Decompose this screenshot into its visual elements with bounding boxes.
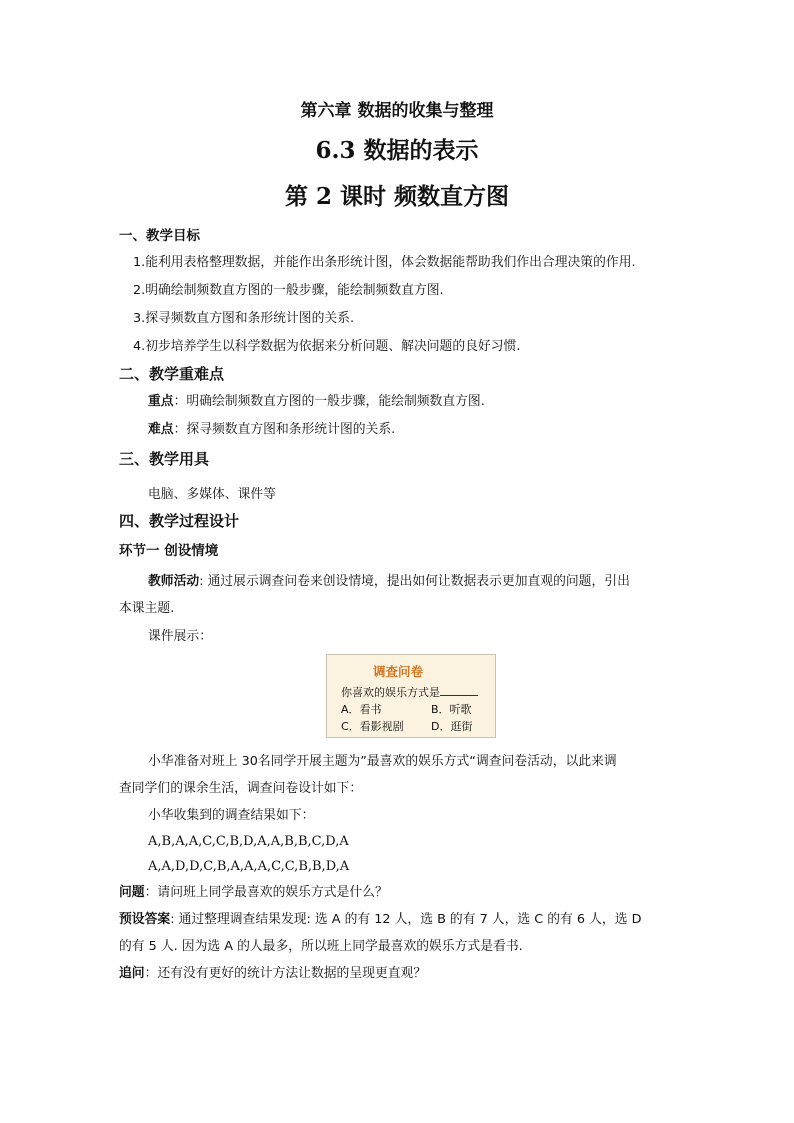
- section-title: 6.3 数据的表示: [315, 137, 479, 164]
- heading-tools: 三、教学用具: [119, 450, 210, 468]
- preset-answer: [119, 911, 641, 929]
- heading-key-points: 二、教学重难点: [119, 365, 225, 383]
- teacher-activity: [148, 573, 630, 591]
- step-one-heading: 环节一 创设情境: [119, 543, 219, 559]
- difficult-point-text: ：探寻频数直方图和条形统计图的关系.: [173, 422, 396, 437]
- paragraph: 小华准备对班上 30名同学开展主题为”最喜欢的娱乐方式“调查问卷活动，以此来调: [148, 754, 617, 769]
- answer-blank: [440, 684, 478, 696]
- objective-item: 2.明确绘制频数直方图的一般步骤，能绘制频数直方图.: [133, 283, 444, 298]
- courseware-show: 课件展示：: [148, 629, 212, 644]
- survey-title: 调查问卷: [373, 664, 424, 679]
- preset-answer-text: : 通过整理调查结果发现: 选 A 的有 12 人，选 B 的有 7 人，选 C 的有 6 人，选 D: [170, 912, 642, 927]
- question-label: 问题: [119, 885, 145, 900]
- difficult-point-label: 难点: [148, 422, 174, 437]
- key-point-label: 重点: [148, 394, 174, 409]
- option-b: B．听歌: [431, 703, 472, 716]
- follow-up-label: 追问: [119, 966, 145, 981]
- teacher-activity-text: : 通过展示调查问卷来创设情境，提出如何让数据表示更加直观的问题，引出: [199, 574, 630, 589]
- survey-card: [326, 654, 496, 738]
- objective-item: 3.探寻频数直方图和条形统计图的关系.: [133, 311, 355, 326]
- objective-item: 1.能利用表格整理数据，并能作出条形统计图，体会数据能帮助我们作出合理决策的作用.: [133, 255, 636, 270]
- preset-answer-label: 预设答案: [119, 912, 171, 927]
- paragraph-cont: 查同学们的课余生活，调查问卷设计如下：: [119, 781, 363, 796]
- question: [119, 884, 388, 902]
- option-a: A．看书: [341, 703, 382, 716]
- follow-up: [119, 965, 426, 983]
- option-c: C．看影视剧: [341, 720, 404, 733]
- data-row: A,A,D,D,C,B,A,A,A,C,C,B,B,D,A: [148, 859, 350, 874]
- key-point: [148, 393, 485, 411]
- data-row: A,B,A,A,C,C,B,D,A,A,B,B,C,D,A: [148, 834, 349, 849]
- option-d: D．逛街: [431, 720, 473, 733]
- key-point-text: ：明确绘制频数直方图的一般步骤，能绘制频数直方图.: [173, 394, 485, 409]
- question-text: ：请问班上同学最喜欢的娱乐方式是什么？: [144, 885, 388, 900]
- heading-objectives: 一、教学目标: [119, 228, 200, 244]
- teacher-activity-label: 教师活动: [148, 574, 200, 589]
- difficult-point: [148, 421, 395, 439]
- lesson-title: 第 2 课时 频数直方图: [284, 183, 510, 210]
- tools-text: 电脑、多媒体、课件等: [148, 487, 276, 502]
- objective-item: 4.初步培养学生以科学数据为依据来分析问题、解决问题的良好习惯.: [133, 339, 521, 354]
- preset-answer-cont: 的有 5 人. 因为选 A 的人最多，所以班上同学最喜欢的娱乐方式是看书.: [119, 939, 523, 954]
- survey-question-text: 你喜欢的娱乐方式是: [341, 686, 440, 699]
- chapter-title: 第六章 数据的收集与整理: [300, 101, 494, 121]
- follow-up-text: ：还有没有更好的统计方法让数据的呈现更直观？: [144, 966, 427, 981]
- teacher-activity-cont: 本课主题.: [119, 601, 175, 616]
- paragraph: 小华收集到的调查结果如下：: [148, 808, 315, 823]
- heading-process: 四、教学过程设计: [119, 512, 240, 530]
- survey-question: [341, 684, 478, 700]
